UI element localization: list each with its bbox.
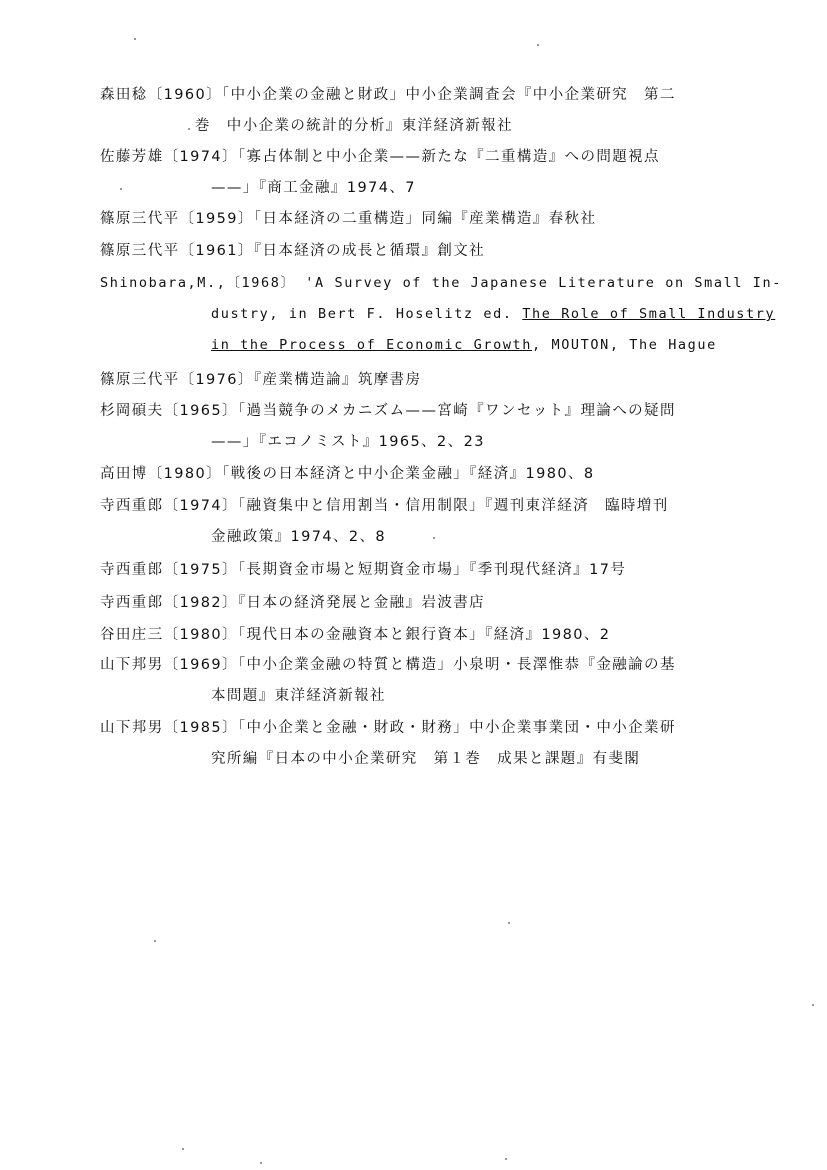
scan-speck: [154, 940, 156, 942]
book-title: in the Process of Economic Growth: [211, 337, 533, 353]
reference-entry: [100, 204, 780, 235]
reference-entry: [100, 620, 780, 651]
reference-continuation: ——」『エコノミスト』1965、2、23: [211, 434, 485, 450]
reference-entry: [100, 268, 780, 361]
reference-continuation: [100, 299, 780, 330]
reference-continuation: 究所編『日本の中小企業研究 第１巻 成果と課題』有斐閣: [211, 751, 641, 767]
reference-entry: [100, 713, 780, 775]
reference-line: 高田博〔1980〕「戦後の日本経済と中小企業金融」『経済』1980、8: [100, 466, 595, 482]
reference-entry: [100, 459, 780, 490]
scan-speck: [812, 1004, 814, 1006]
reference-continuation: 本問題』東洋経済新報社: [211, 688, 386, 704]
scan-speck: [508, 922, 510, 924]
reference-line: 篠原三代平〔1959〕「日本経済の二重構造」同編『産業構造』春秋社: [100, 211, 597, 227]
reference-text: dustry, in Bert F. Hoselitz ed.: [211, 306, 523, 322]
reference-line: 篠原三代平〔1976〕『産業構造論』筑摩書房: [100, 372, 422, 388]
book-title: The Role of Small Industry: [522, 306, 776, 322]
scan-speck: [537, 44, 539, 46]
scan-speck: [505, 1158, 507, 1160]
reference-entry: [100, 650, 780, 712]
reference-entry: [100, 588, 780, 619]
reference-entry: [100, 491, 780, 553]
scan-speck: [120, 188, 122, 190]
reference-continuation: ——」『商工金融』1974、7: [211, 180, 416, 196]
scan-speck: [182, 1148, 184, 1150]
scan-speck: [134, 38, 136, 40]
reference-line: Shinobara,M.,〔1968〕 'A Survey of the Japanese Literature on Small In-: [100, 275, 782, 291]
reference-line: 谷田庄三〔1980〕「現代日本の金融資本と銀行資本」『経済』1980、2: [100, 627, 611, 643]
reference-continuation: 巻 中小企業の統計的分析』東洋経済新報社: [195, 118, 513, 134]
reference-entry: [100, 236, 780, 267]
reference-line: 佐藤芳雄〔1974〕「寡占体制と中小企業——新たな『二重構造』への問題視点: [100, 149, 660, 165]
reference-line: 森田稔〔1960〕「中小企業の金融と財政」中小企業調査会『中小企業研究 第二: [100, 87, 676, 103]
reference-entry: [100, 142, 780, 204]
reference-continuation: [100, 330, 780, 361]
reference-text: , MOUTON, The Hague: [532, 337, 717, 353]
reference-line: 寺西重郎〔1982〕『日本の経済発展と金融』岩波書店: [100, 595, 486, 611]
reference-line: 杉岡碩夫〔1965〕「過当競争のメカニズム——宮崎『ワンセット』理論への疑問: [100, 403, 676, 419]
scan-speck: [433, 537, 435, 539]
reference-line: 篠原三代平〔1961〕『日本経済の成長と循環』創文社: [100, 243, 486, 259]
reference-line: 山下邦男〔1985〕「中小企業と金融・財政・財務」中小企業事業団・中小企業研: [100, 720, 676, 736]
reference-continuation: 金融政策』1974、2、8: [211, 529, 387, 545]
reference-entry: [100, 365, 780, 396]
reference-entry: [100, 396, 780, 458]
reference-line: 寺西重郎〔1975〕「長期資金市場と短期資金市場」『季刊現代経済』17号: [100, 562, 627, 578]
reference-line: 寺西重郎〔1974〕「融資集中と信用割当・信用制限」『週刊東洋経済 臨時増刊: [100, 498, 669, 514]
reference-entry: [100, 80, 780, 142]
scan-speck: [260, 1162, 262, 1164]
scan-speck: [188, 128, 190, 130]
reference-line: 山下邦男〔1969〕「中小企業金融の特質と構造」小泉明・長澤惟恭『金融論の基: [100, 657, 676, 673]
reference-entry: [100, 555, 780, 586]
